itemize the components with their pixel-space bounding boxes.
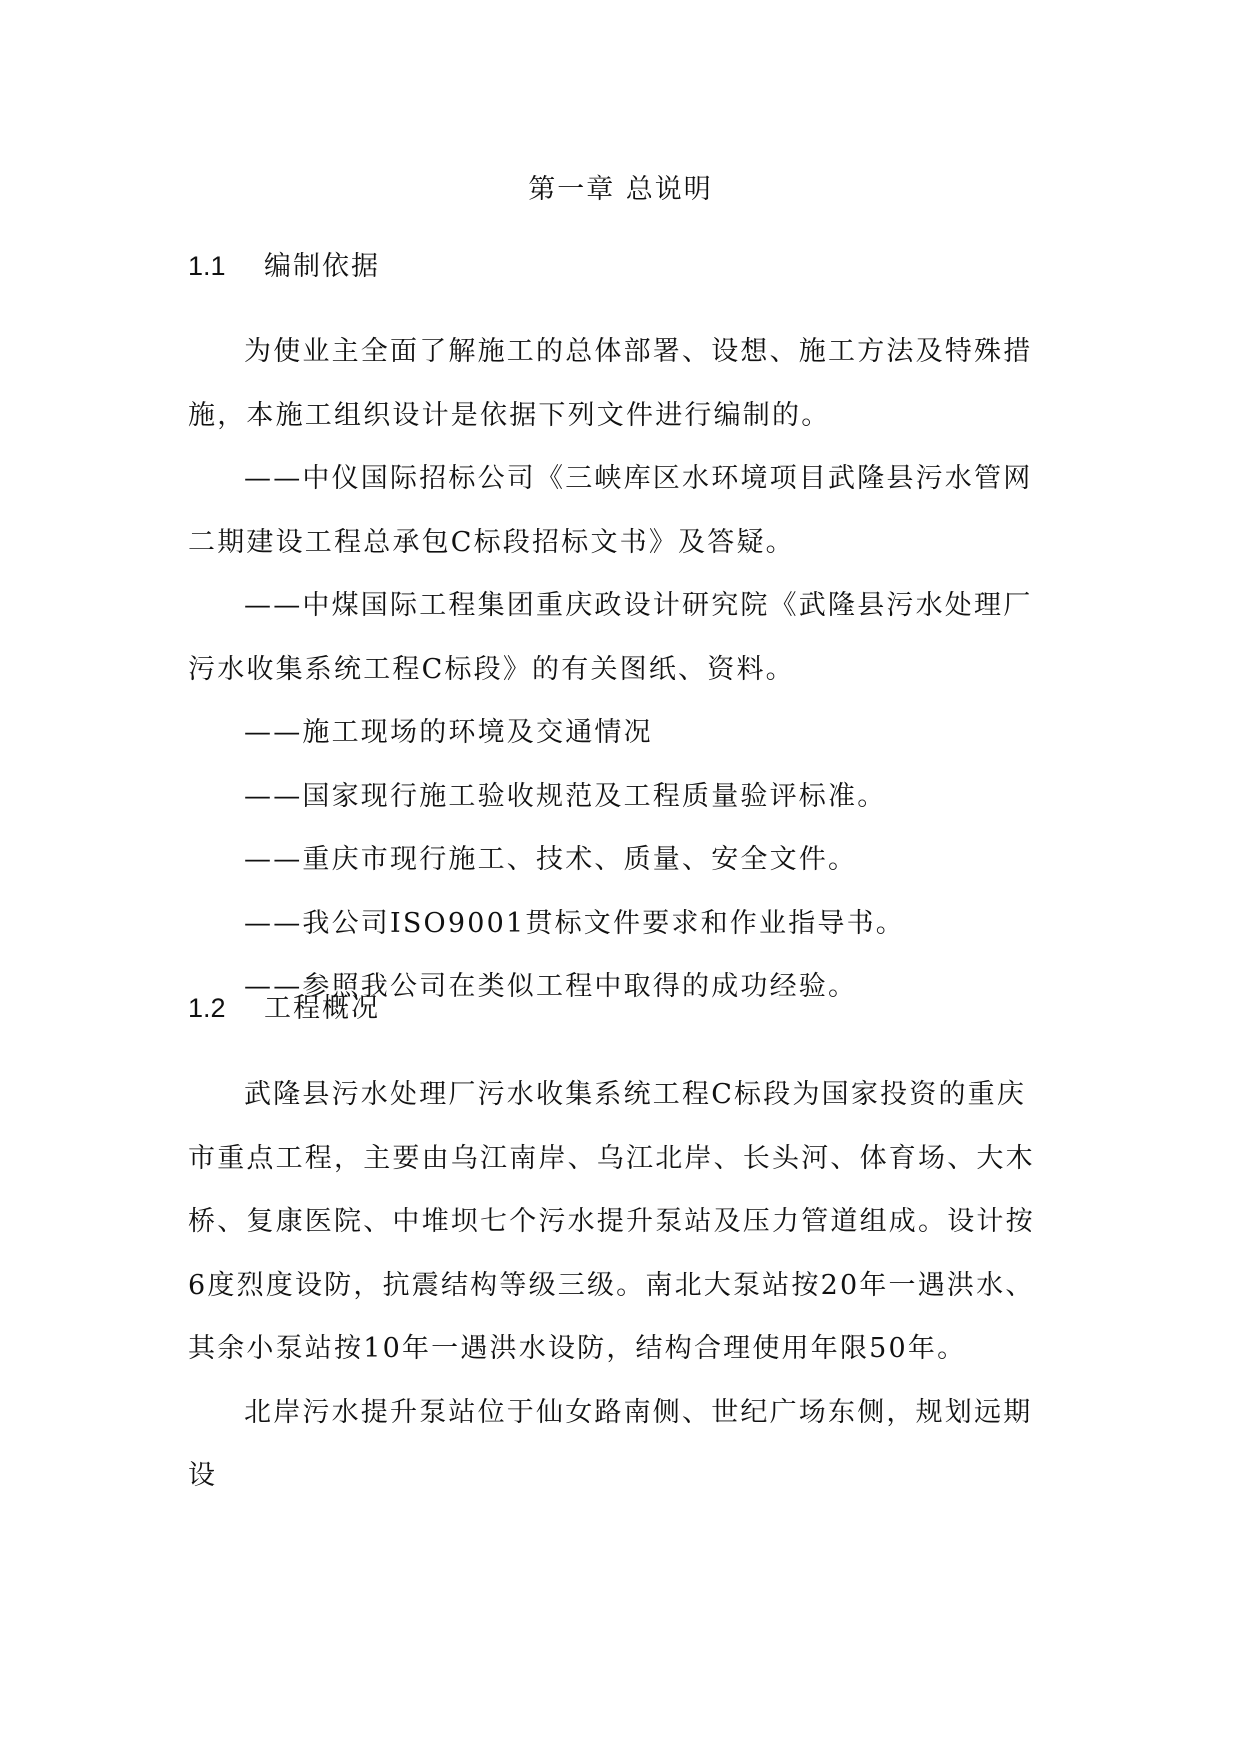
basis-item: ——参照我公司在类似工程中取得的成功经验。 xyxy=(244,971,858,1002)
section-title: 工程概况 xyxy=(264,993,380,1024)
basis-item: ——中煤国际工程集团重庆政设计研究院《武隆县污水处理厂污水收集系统工程C标段》的有关图纸、资料。 xyxy=(188,590,1033,685)
overview-paragraph: 武隆县污水处理厂污水收集系统工程C标段为国家投资的重庆市重点工程，主要由乌江南岸、乌江北岸、长头河、体育场、大木桥、复康医院、中堆坝七个污水提升泵站及压力管道组成。设计按6度烈度设防，抗震结构等级三级。南北大泵站按20年一遇洪水、其余小泵站按10年一遇洪水设防，结构合理使用年限50年。 xyxy=(188,1079,1035,1364)
section-1-1-body xyxy=(188,320,1052,1019)
section-heading-1-2 xyxy=(188,988,380,1029)
basis-item: ——中仪国际招标公司《三峡库区水环境项目武隆县污水管网二期建设工程总承包C标段招标文书》及答疑。 xyxy=(188,463,1033,558)
basis-item: ——国家现行施工验收规范及工程质量验评标准。 xyxy=(244,780,887,812)
overview-paragraph: 北岸污水提升泵站位于仙女路南侧、世纪广场东侧，规划远期设 xyxy=(188,1396,1033,1491)
basis-item: ——施工现场的环境及交通情况 xyxy=(244,717,653,748)
section-number: 1.2 xyxy=(188,993,226,1023)
basis-item: ——重庆市现行施工、技术、质量、安全文件。 xyxy=(244,844,858,875)
section-heading-1-1 xyxy=(188,246,380,287)
chapter-title: 第一章 总说明 xyxy=(528,174,713,205)
section-title: 编制依据 xyxy=(264,251,380,282)
section-number: 1.1 xyxy=(188,251,226,281)
section-1-2-body xyxy=(188,1063,1052,1508)
basis-item: ——我公司ISO9001贯标文件要求和作业指导书。 xyxy=(244,907,906,939)
intro-paragraph: 为使业主全面了解施工的总体部署、设想、施工方法及特殊措施，本施工组织设计是依据下列文件进行编制的。 xyxy=(188,336,1033,431)
